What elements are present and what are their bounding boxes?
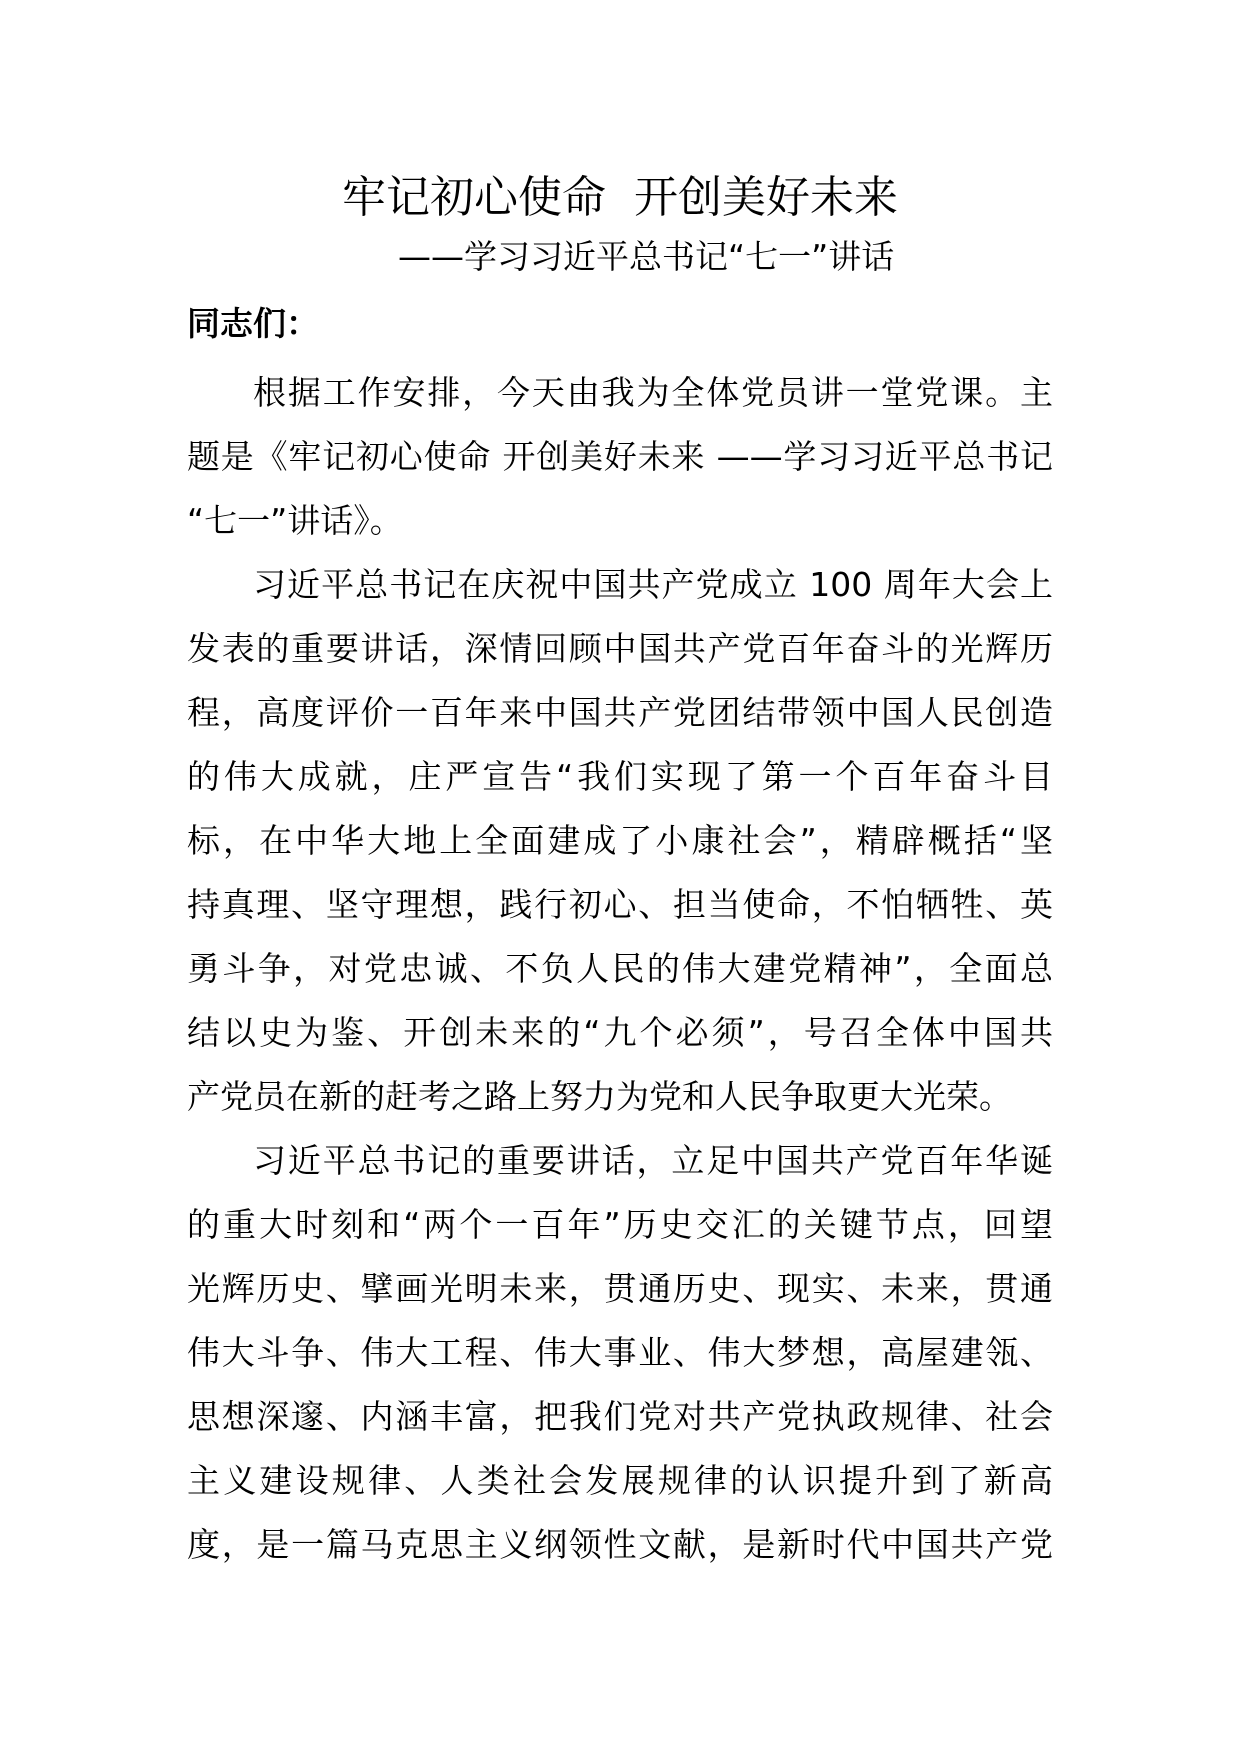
paragraph-2-line-6: 持真理、坚守理想，践行初心、担当使命，不怕牺牲、英 (187, 885, 1053, 924)
document-title: 牢记初心使命 开创美好未来 (342, 172, 898, 223)
paragraph-3-line-6: 主义建设规律、人类社会发展规律的认识提升到了新高 (187, 1461, 1053, 1500)
paragraph-3-line-7: 度，是一篇马克思主义纲领性文献，是新时代中国共产党 (187, 1525, 1053, 1564)
paragraph-2-line-4: 的伟大成就，庄严宣告“我们实现了第一个百年奋斗目 (187, 757, 1053, 796)
paragraph-2-line-3: 程，高度评价一百年来中国共产党团结带领中国人民创造 (187, 693, 1053, 732)
paragraph-1-line-2: 题是《牢记初心使命 开创美好未来 ——学习习近平总书记 (187, 437, 1053, 476)
paragraph-3-line-2: 的重大时刻和“两个一百年”历史交汇的关键节点，回望 (187, 1205, 1053, 1244)
paragraph-1-line-3: “七一”讲话》。 (187, 501, 403, 540)
paragraph-3-line-4: 伟大斗争、伟大工程、伟大事业、伟大梦想，高屋建瓴、 (187, 1333, 1053, 1372)
paragraph-2-line-5: 标，在中华大地上全面建成了小康社会”，精辟概括“坚 (187, 821, 1053, 860)
paragraph-1-line-1: 根据工作安排，今天由我为全体党员讲一堂党课。主 (253, 373, 1053, 412)
salutation: 同志们： (187, 304, 319, 343)
paragraph-3-line-1: 习近平总书记的重要讲话，立足中国共产党百年华诞 (253, 1141, 1053, 1180)
paragraph-2-line-7: 勇斗争，对党忠诚、不负人民的伟大建党精神”，全面总 (187, 949, 1053, 988)
paragraph-3-line-5: 思想深邃、内涵丰富，把我们党对共产党执政规律、社会 (187, 1397, 1053, 1436)
paragraph-3-line-3: 光辉历史、擘画光明未来，贯通历史、现实、未来，贯通 (187, 1269, 1053, 1308)
paragraph-2-line-8: 结以史为鉴、开创未来的“九个必须”，号召全体中国共 (187, 1013, 1053, 1052)
paragraph-2-line-2: 发表的重要讲话，深情回顾中国共产党百年奋斗的光辉历 (187, 629, 1053, 668)
paragraph-2-line-9: 产党员在新的赶考之路上努力为党和人民争取更大光荣。 (187, 1077, 1012, 1116)
document-subtitle: ——学习习近平总书记“七一”讲话 (398, 237, 895, 276)
paragraph-2-line-1: 习近平总书记在庆祝中国共产党成立 100 周年大会上 (253, 565, 1053, 604)
